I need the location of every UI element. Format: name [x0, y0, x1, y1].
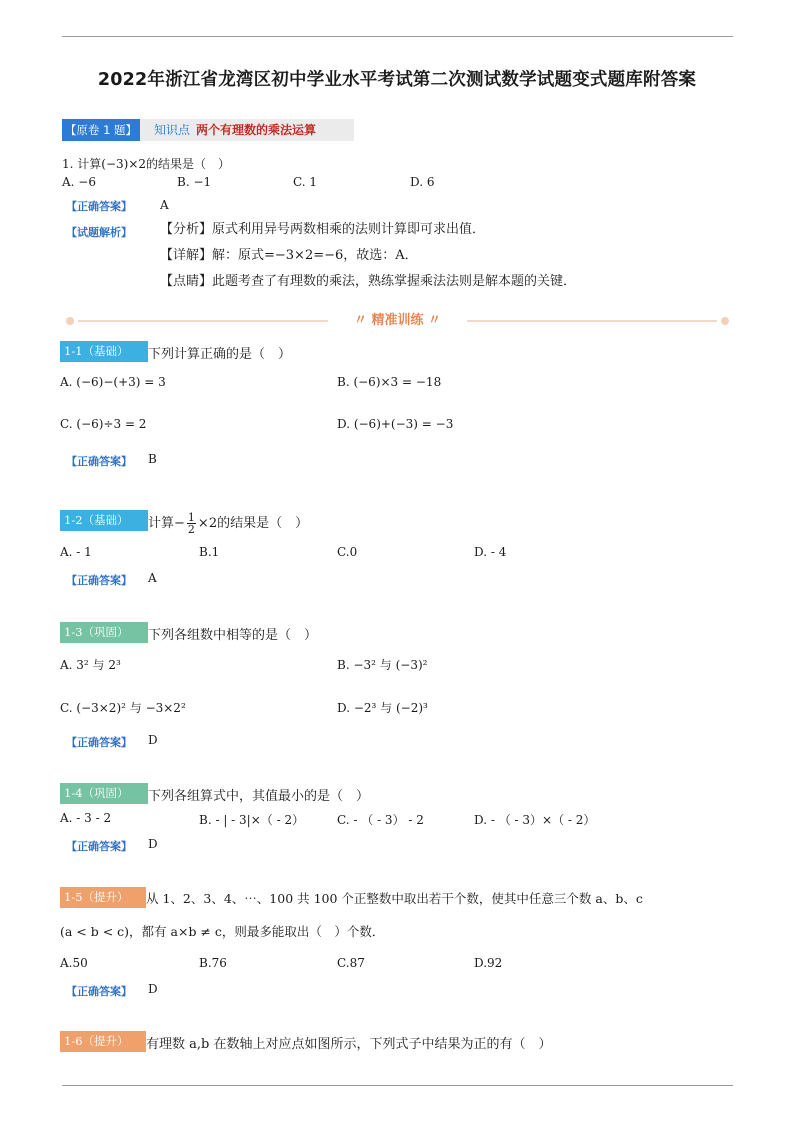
knowledge-label: 知识点 [154, 123, 191, 137]
analysis-line-2: 【详解】解：原式=−3×2=−6，故选：A． [160, 248, 418, 263]
question-tag-1-5: 1-5（提升） [60, 887, 146, 908]
answer-label-1-4: 【正确答案】 [66, 840, 132, 853]
option-1-5-b: B.76 [199, 956, 227, 970]
question-tag-1-4: 1-4（巩固） [60, 783, 148, 804]
question-stem-1-4: 下列各组算式中，其值最小的是（ ） [148, 789, 370, 804]
question-stem-1-5: 从 1、2、3、4、⋯、100 共 100 个正整数中取出若干个数，使其中任意三个数 a、b、c [146, 891, 643, 906]
answer-label-1-5: 【正确答案】 [66, 985, 132, 998]
option-1-2-a: A. - 1 [60, 545, 92, 559]
original-question: 1. 计算(−3)×2的结果是（ ） [62, 157, 231, 171]
original-option-d: D. 6 [410, 175, 435, 189]
question-stem-1-1: 下列计算正确的是（ ） [148, 347, 292, 362]
fraction-sign: − [174, 516, 185, 531]
question-stem-1-3: 下列各组数中相等的是（ ） [148, 628, 318, 643]
section-divider [62, 311, 733, 331]
option-1-5-d: D.92 [474, 956, 503, 970]
question-tag-1-3: 1-3（巩固） [60, 622, 148, 643]
option-1-4-d: D. - （ - 3）×（ - 2） [474, 813, 596, 827]
answer-1-3: D [148, 733, 158, 747]
analysis-line-3: 【点睛】此题考查了有理数的乘法，熟练掌握乘法法则是解本题的关键． [160, 274, 577, 289]
option-1-1-a: A. (−6)−(+3) = 3 [60, 375, 166, 389]
answer-1-4: D [148, 837, 158, 851]
question-tag-1-2: 1-2（基础） [60, 510, 148, 531]
knowledge-value: 两个有理数的乘法运算 [196, 123, 317, 137]
option-1-3-c: C. (−3×2)² 与 −3×2² [60, 701, 186, 715]
knowledge-point [154, 119, 316, 141]
answer-1-2: A [148, 571, 157, 585]
option-1-2-b: B.1 [199, 545, 220, 559]
option-1-1-c: C. (−6)÷3 = 2 [60, 417, 147, 431]
question-stem-1-5-line2: (a < b < c)，都有 a×b ≠ c，则最多能取出（ ）个数． [60, 924, 385, 939]
option-1-2-d: D. - 4 [474, 545, 507, 559]
page-title: 2022年浙江省龙湾区初中学业水平考试第二次测试数学试题变式题库附答案 [97, 70, 697, 90]
question-tag-1-1: 1-1（基础） [60, 341, 148, 362]
question-tag-1-6: 1-6（提升） [60, 1031, 146, 1052]
option-1-3-a: A. 3² 与 2³ [60, 658, 121, 672]
bottom-rule [62, 1085, 733, 1086]
analysis-label: 【试题解析】 [66, 226, 132, 239]
option-1-2-c: C.0 [337, 545, 358, 559]
option-1-5-a: A.50 [60, 956, 88, 970]
option-1-1-d: D. (−6)+(−3) = −3 [337, 417, 454, 431]
original-answer-label: 【正确答案】 [66, 200, 132, 213]
option-1-4-a: A. - 3 - 2 [60, 811, 112, 825]
option-1-5-c: C.87 [337, 956, 365, 970]
source-tag: 【原卷 1 题】 [62, 119, 140, 141]
answer-1-1: B [148, 452, 157, 466]
answer-label-1-3: 【正确答案】 [66, 736, 132, 749]
original-option-b: B. −1 [177, 175, 212, 189]
original-answer: A [160, 198, 169, 212]
answer-label-1-2: 【正确答案】 [66, 574, 132, 587]
fraction: $\frac{1}{2}$ [187, 511, 195, 536]
answer-label-1-1: 【正确答案】 [66, 455, 132, 468]
option-1-4-b: B. - | - 3|×（ - 2） [199, 813, 305, 827]
option-1-4-c: C. - （ - 3） - 2 [337, 813, 424, 827]
answer-1-5: D [148, 982, 158, 996]
option-1-1-b: B. (−6)×3 = −18 [337, 375, 442, 389]
option-1-3-b: B. −3² 与 (−3)² [337, 658, 428, 672]
analysis-line-1: 【分析】原式利用异号两数相乘的法则计算即可求出值． [160, 222, 486, 237]
question-stem-1-6: 有理数 a,b 在数轴上对应点如图所示，下列式子中结果为正的有（ ） [146, 1037, 552, 1052]
question-stem-1-2: 计算− $\frac{1}{2}$ ×2的结果是（ ） [148, 511, 309, 536]
option-1-3-d: D. −2³ 与 (−2)³ [337, 701, 428, 715]
top-rule [62, 36, 733, 37]
original-option-c: C. 1 [293, 175, 318, 189]
original-option-a: A. −6 [62, 175, 96, 189]
divider-label: 〃 精准训练 〃 [353, 313, 442, 328]
